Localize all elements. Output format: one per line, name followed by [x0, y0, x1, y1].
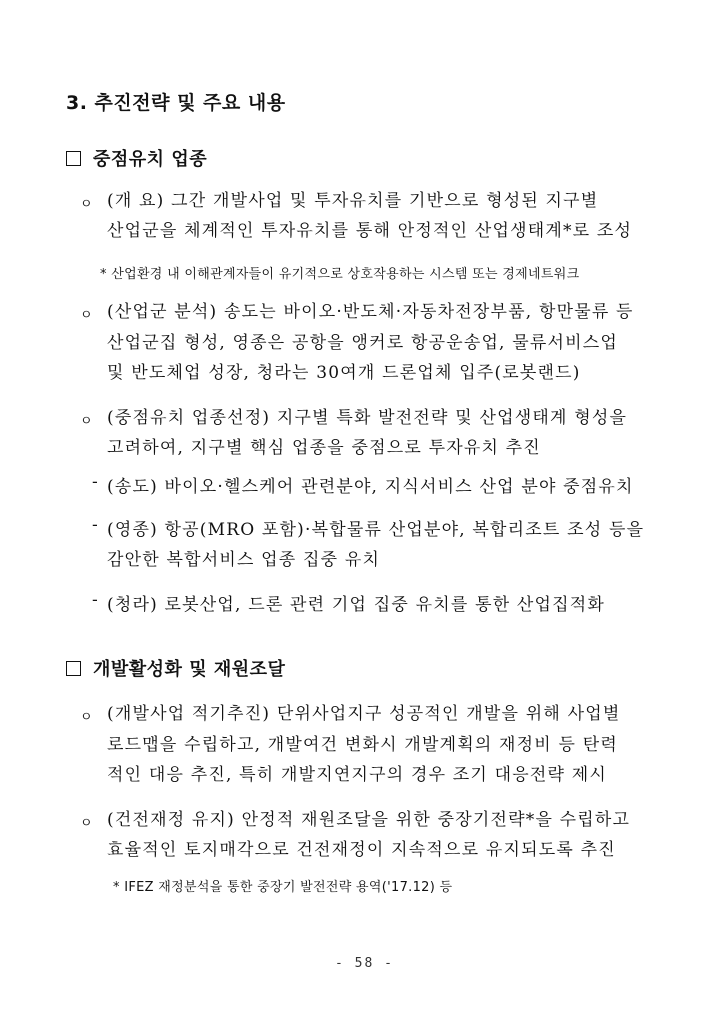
- paragraph-line: (송도) 바이오·헬스케어 관련분야, 지식서비스 산업 분야 중점유치: [107, 477, 634, 497]
- bullet-icon: ㅇ: [80, 308, 93, 323]
- dash-marker: -: [92, 515, 98, 535]
- checkbox-square-icon: [66, 661, 81, 676]
- heading-label: 중점유치 업종: [93, 149, 208, 170]
- heading-development-financing: [66, 655, 285, 681]
- page-number: - 58 -: [335, 956, 394, 971]
- dash-marker: -: [92, 590, 98, 610]
- heading-label: 개발활성화 및 재원조달: [93, 659, 286, 680]
- bullet-icon: ㅇ: [80, 414, 93, 429]
- paragraph-line: 효율적인 토지매각으로 건전재정이 지속적으로 유지되도록 추진: [107, 840, 616, 860]
- dash-marker: -: [92, 472, 98, 492]
- paragraph-line: 고려하여, 지구별 핵심 업종을 중점으로 투자유치 추진: [107, 438, 541, 458]
- paragraph-line: 산업군을 체계적인 투자유치를 통해 안정적인 산업생태계*로 조성: [107, 221, 633, 241]
- paragraph-line: (영종) 항공(MRO 포함)·복합물류 산업분야, 복합리조트 조성 등을: [107, 520, 645, 540]
- checkbox-square-icon: [66, 151, 81, 166]
- paragraph-line: (청라) 로봇산업, 드론 관련 기업 집중 유치를 통한 산업집적화: [107, 595, 606, 615]
- bullet-icon: ㅇ: [80, 197, 93, 212]
- paragraph-line: (개 요) 그간 개발사업 및 투자유치를 기반으로 형성된 지구별: [107, 191, 599, 211]
- bullet-icon: ㅇ: [80, 710, 93, 725]
- paragraph-line: 적인 대응 추진, 특히 개발지연지구의 경우 조기 대응전략 제시: [107, 765, 607, 785]
- bullet-icon: ㅇ: [80, 816, 93, 831]
- paragraph-line: (개발사업 적기추진) 단위사업지구 성공적인 개발을 위해 사업별: [107, 704, 621, 724]
- heading-key-industries: [66, 145, 207, 171]
- section-title: 3. 추진전략 및 주요 내용: [66, 92, 286, 114]
- paragraph-line: 및 반도체업 성장, 청라는 30여개 드론업체 입주(로봇랜드): [107, 363, 581, 383]
- paragraph-line: 감안한 복합서비스 업종 집중 유치: [107, 550, 381, 570]
- footnote: * IFEZ 재정분석을 통한 중장기 발전전략 용역('17.12) 등: [113, 880, 453, 895]
- paragraph-line: (중점유치 업종선정) 지구별 특화 발전전략 및 산업생태계 형성을: [107, 408, 628, 428]
- footnote: * 산업환경 내 이해관계자들이 유기적으로 상호작용하는 시스템 또는 경제네트워크: [100, 267, 580, 282]
- paragraph-line: 로드맵을 수립하고, 개발여건 변화시 개발계획의 재정비 등 탄력: [107, 735, 619, 755]
- paragraph-line: (산업군 분석) 송도는 바이오·반도체·자동차전장부품, 항만물류 등: [107, 302, 634, 322]
- paragraph-line: 산업군집 형성, 영종은 공항을 앵커로 항공운송업, 물류서비스업: [107, 333, 619, 353]
- paragraph-line: (건전재정 유지) 안정적 재원조달을 위한 중장기전략*을 수립하고: [107, 810, 631, 830]
